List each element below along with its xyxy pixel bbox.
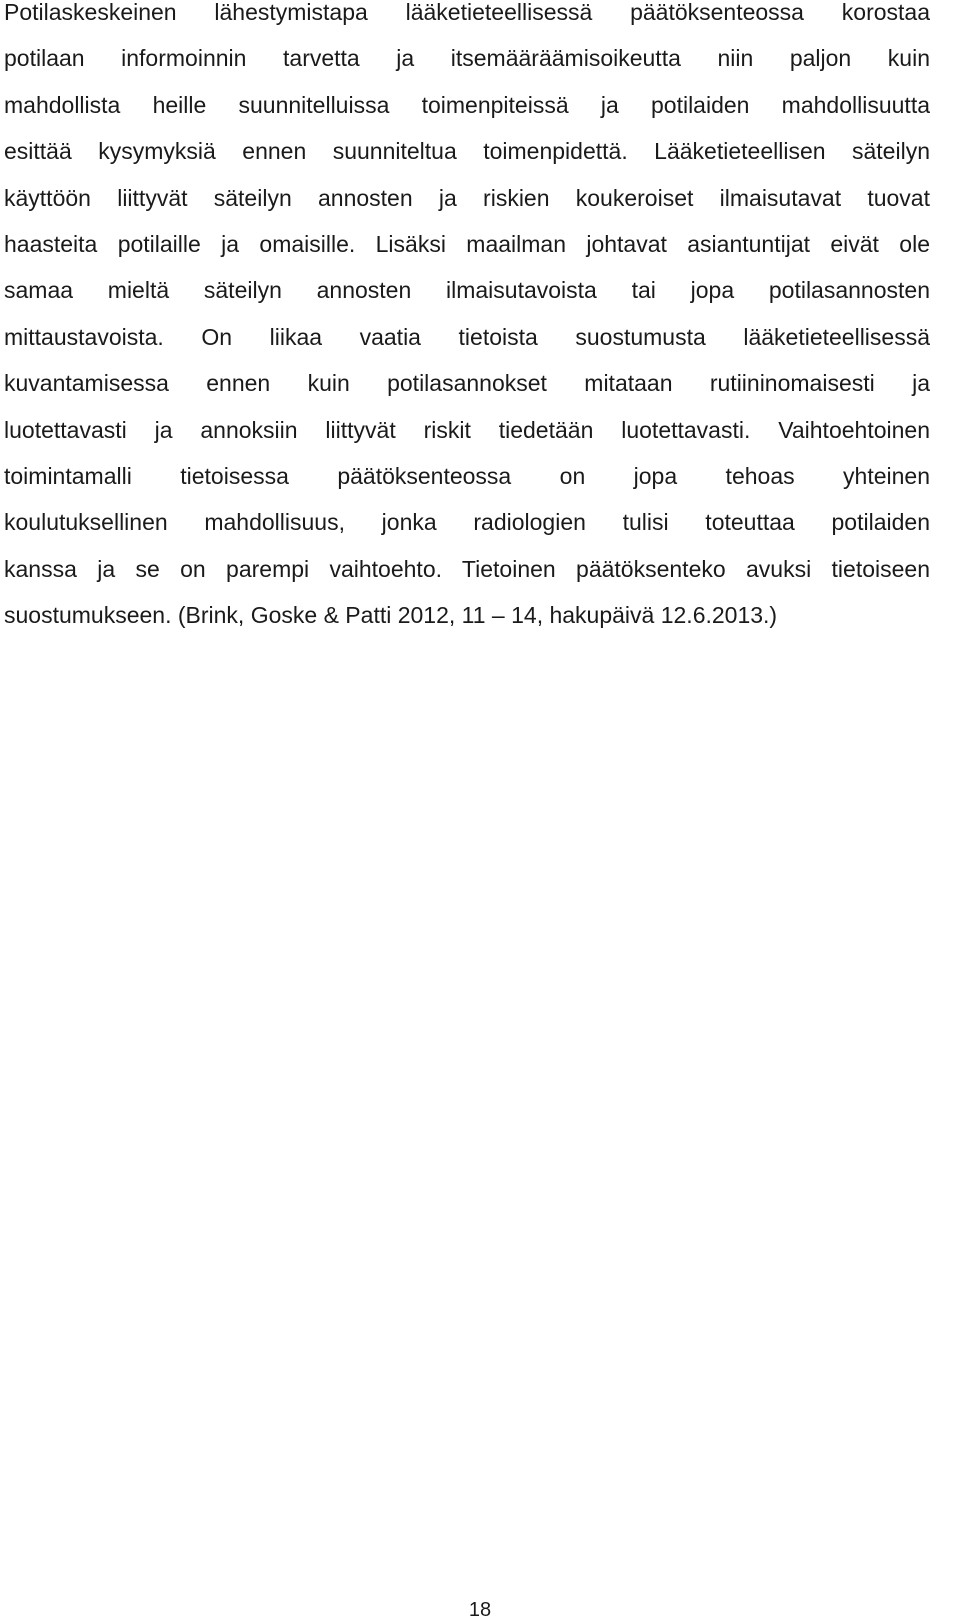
- paragraph-line: mittaustavoista. On liikaa vaatia tietoista suostumusta lääketieteellisessä: [4, 324, 930, 350]
- paragraph-line: kanssa ja se on parempi vaihtoehto. Tietoinen päätöksenteko avuksi tietoiseen: [4, 556, 930, 582]
- paragraph-line: suostumukseen. (Brink, Goske & Patti 2012, 11 – 14, hakupäivä 12.6.2013.): [4, 603, 778, 629]
- paragraph-line: Potilaskeskeinen lähestymistapa lääketieteellisessä päätöksenteossa korostaa: [4, 0, 930, 25]
- paragraph-line: luotettavasti ja annoksiin liittyvät riskit tiedetään luotettavasti. Vaihtoehtoinen: [4, 417, 930, 443]
- paragraph-line: potilaan informoinnin tarvetta ja itsemääräämisoikeutta niin paljon kuin: [4, 46, 930, 72]
- paragraph-line: mahdollista heille suunnitelluissa toimenpiteissä ja potilaiden mahdollisuutta: [4, 92, 930, 118]
- paragraph-line: koulutuksellinen mahdollisuus, jonka radiologien tulisi toteuttaa potilaiden: [4, 510, 930, 536]
- paragraph-line: haasteita potilaille ja omaisille. Lisäksi maailman johtavat asiantuntijat eivät ole: [4, 231, 930, 257]
- paragraph-line: käyttöön liittyvät säteilyn annosten ja riskien koukeroiset ilmaisutavat tuovat: [4, 185, 930, 211]
- paragraph-line: toimintamalli tietoisessa päätöksenteossa on jopa tehoas yhteinen: [4, 463, 930, 489]
- page-number: 18: [468, 1599, 492, 1621]
- paragraph-line: kuvantamisessa ennen kuin potilasannokset mitataan rutiininomaisesti ja: [4, 371, 930, 397]
- paragraph-line: esittää kysymyksiä ennen suunniteltua toimenpidettä. Lääketieteellisen säteilyn: [4, 139, 930, 165]
- body-paragraph: [4, 0, 930, 649]
- paragraph-line: samaa mieltä säteilyn annosten ilmaisutavoista tai jopa potilasannosten: [4, 278, 930, 304]
